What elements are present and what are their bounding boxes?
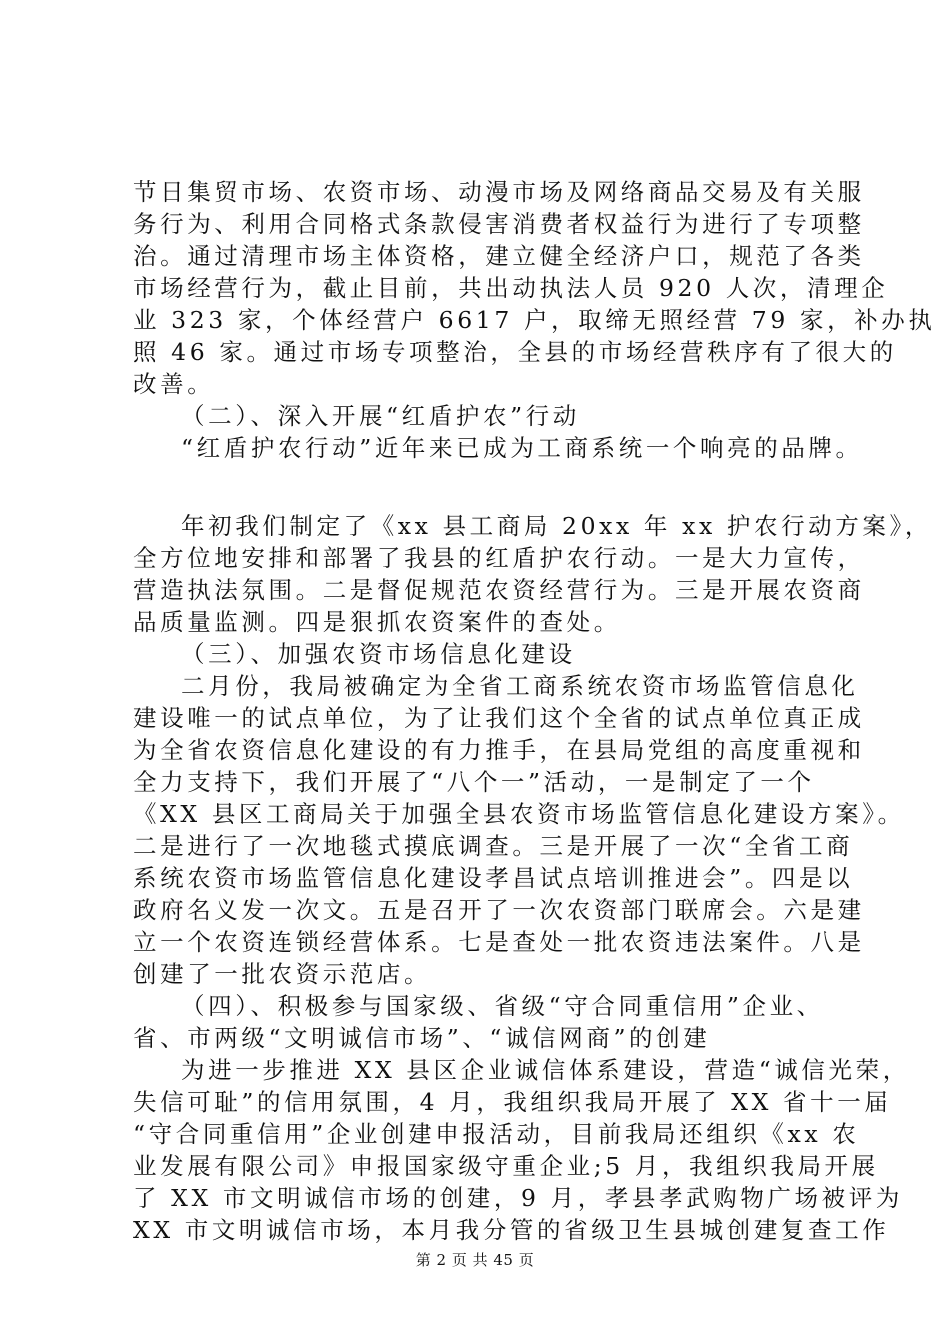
- text-line: 《XX 县区工商局关于加强全县农资市场监管信息化建设方案》。: [133, 800, 905, 828]
- text-line: “红盾护农行动”近年来已成为工商系统一个响亮的品牌。: [181, 434, 863, 462]
- text-line: 全方位地安排和部署了我县的红盾护农行动。一是大力宣传，: [133, 544, 865, 572]
- text-line: 全力支持下，我们开展了“八个一”活动，一是制定了一个: [133, 768, 815, 796]
- text-line: 了 XX 市文明诚信市场的创建，9 月，孝县孝武购物广场被评为: [133, 1184, 903, 1212]
- text-line: 创建了一批农资示范店。: [133, 960, 432, 988]
- text-line: XX 市文明诚信市场，本月我分管的省级卫生县城创建复查工作: [133, 1216, 890, 1244]
- text-line: 政府名义发一次文。五是召开了一次农资部门联席会。六是建: [133, 896, 865, 924]
- text-line: 营造执法氛围。二是督促规范农资经营行为。三是开展农资商: [133, 576, 865, 604]
- text-line: 治。通过清理市场主体资格，建立健全经济户口，规范了各类: [133, 242, 865, 270]
- text-line: 业发展有限公司》申报国家级守重企业;5 月，我组织我局开展: [133, 1152, 879, 1180]
- page-footer: 第 2 页 共 45 页: [415, 1251, 535, 1269]
- text-line: 市场经营行为，截止目前，共出动执法人员 920 人次，清理企: [133, 274, 889, 302]
- text-line: 失信可耻”的信用氛围，4 月，我组织我局开展了 XX 省十一届: [133, 1088, 892, 1116]
- section-heading: （四）、积极参与国家级、省级“守合同重信用”企业、: [181, 992, 824, 1020]
- text-line: 二月份，我局被确定为全省工商系统农资市场监管信息化: [181, 672, 859, 700]
- text-line: 节日集贸市场、农资市场、动漫市场及网络商品交易及有关服: [133, 178, 865, 206]
- text-line: 务行为、利用合同格式条款侵害消费者权益行为进行了专项整: [133, 210, 865, 238]
- text-line: 为进一步推进 XX 县区企业诚信体系建设，营造“诚信光荣，: [181, 1056, 910, 1084]
- text-line: 二是进行了一次地毯式摸底调查。三是开展了一次“全省工商: [133, 832, 854, 860]
- section-heading-continued: 省、市两级“文明诚信市场”、“诚信网商”的创建: [133, 1024, 711, 1052]
- section-heading: （三）、加强农资市场信息化建设: [181, 640, 576, 668]
- text-line: 立一个农资连锁经营体系。七是查处一批农资违法案件。八是: [133, 928, 865, 956]
- text-line: “守合同重信用”企业创建申报活动，目前我局还组织《xx 农: [133, 1120, 860, 1148]
- text-line: 建设唯一的试点单位，为了让我们这个全省的试点单位真正成: [133, 704, 865, 732]
- section-heading: （二）、深入开展“红盾护农”行动: [181, 402, 580, 430]
- text-line: 系统农资市场监管信息化建设孝昌试点培训推进会”。四是以: [133, 864, 854, 892]
- text-line: 改善。: [133, 370, 215, 398]
- text-line: 为全省农资信息化建设的有力推手，在县局党组的高度重视和: [133, 736, 865, 764]
- text-line: 品质量监测。四是狠抓农资案件的查处。: [133, 608, 621, 636]
- text-line: 业 323 家，个体经营户 6617 户，取缔无照经营 79 家，补办执: [133, 306, 936, 334]
- text-line: 照 46 家。通过市场专项整治，全县的市场经营秩序有了很大的: [133, 338, 897, 366]
- text-line: 年初我们制定了《xx 县工商局 20xx 年 xx 护农行动方案》，: [181, 512, 932, 540]
